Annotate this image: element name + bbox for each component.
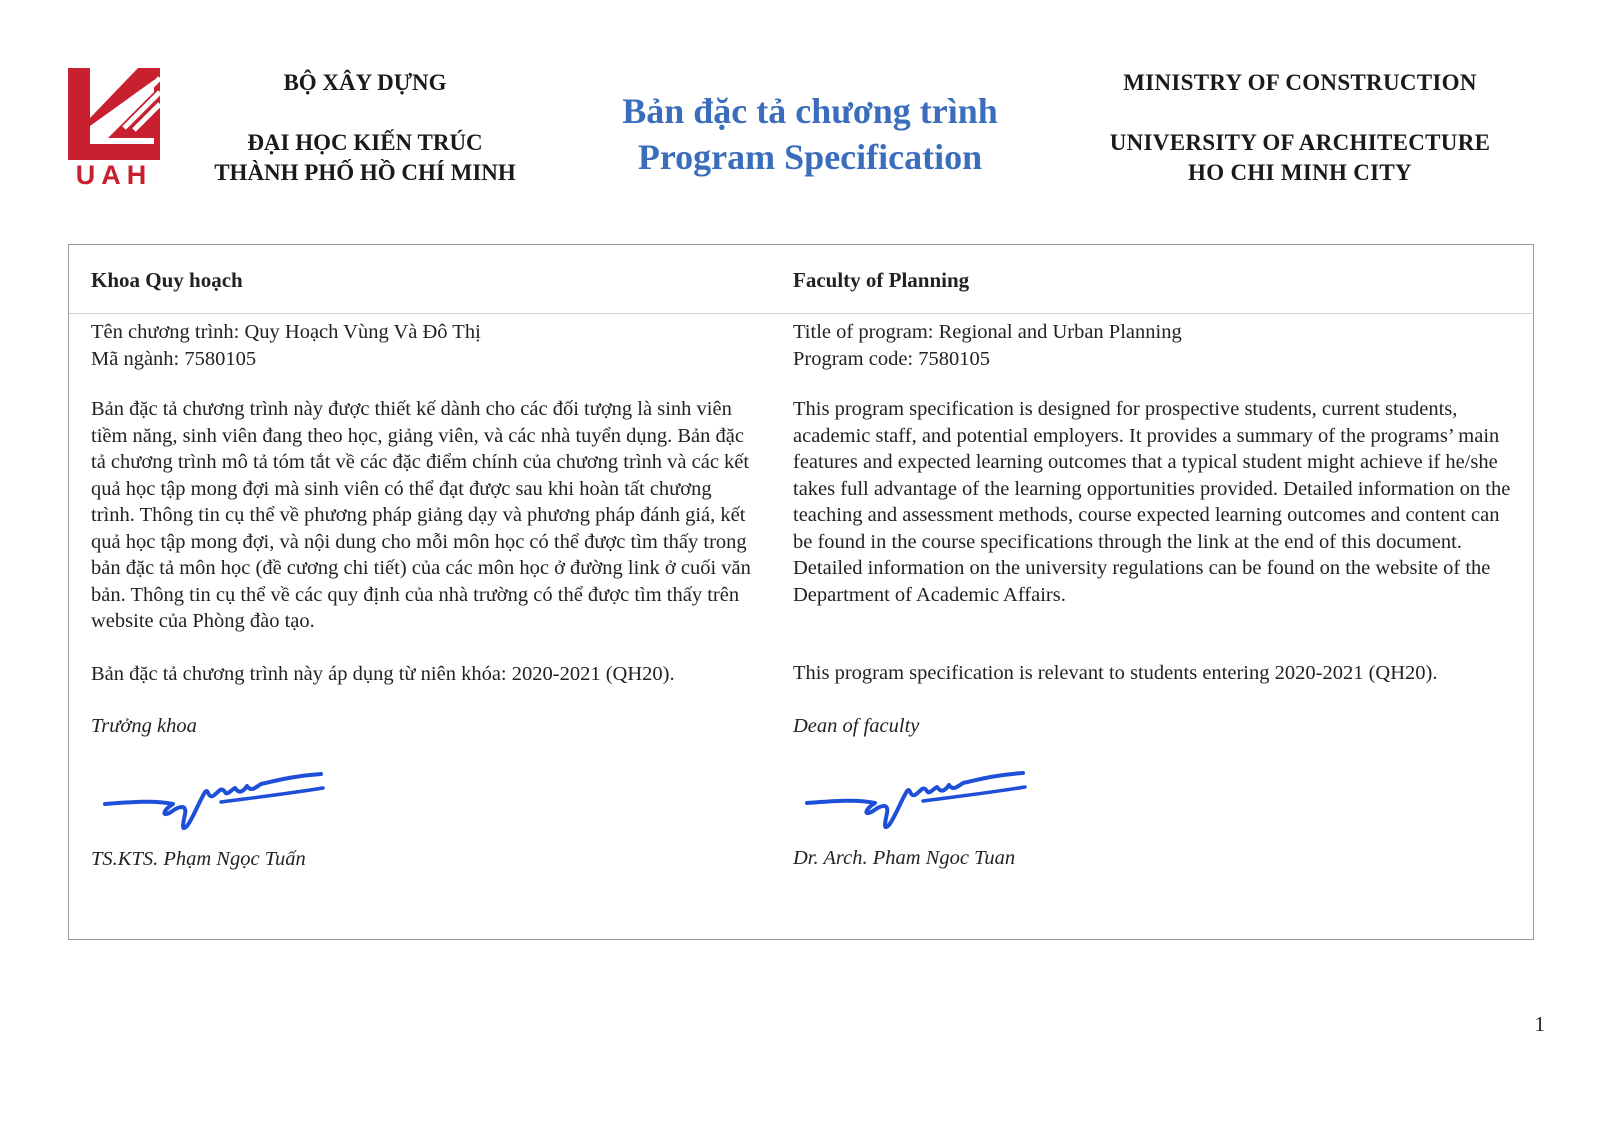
uah-logo-mark bbox=[68, 68, 160, 160]
page-number: 1 bbox=[1534, 1012, 1545, 1036]
signer-name-en: Dr. Arch. Pham Ngoc Tuan bbox=[793, 847, 1016, 869]
applicability-en: This program specification is relevant to students entering 2020-2021 (QH20). bbox=[793, 662, 1438, 684]
faculty-heading-en: Faculty of Planning bbox=[793, 268, 970, 292]
description-vn: Bản đặc tả chương trình này được thiết kế dành cho các đối tượng là sinh viên tiềm năng, sinh viên đang theo học, giảng viên, và các nhà tuyển dụng. Bản đặc tả chương trình mô tả tóm tắt về các đặc điểm chính của chương trình và các kết quả học tập mong đợi mà sinh viên có thể đạt được sau khi hoàn tất chương trình. Thông tin cụ thể về phương pháp giảng dạy và phương pháp đánh giá, kết quả học tập mong đợi, và nội dung cho mỗi môn học có thể được tìm thấy trong bản đặc tả môn học (đề cương chi tiết) của các môn học ở đường link ở cuối văn bản. Thông tin cụ thể về các quy định của nhà trường có thể được tìm thấy trên website của Phòng đào tạo. bbox=[91, 398, 751, 632]
title-en: Program Specification bbox=[637, 137, 983, 177]
signature-vn bbox=[101, 762, 331, 836]
content-frame bbox=[68, 244, 1534, 940]
university-vn-line1: ĐẠI HỌC KIẾN TRÚC bbox=[247, 130, 483, 155]
program-code-en: Program code: 7580105 bbox=[793, 347, 990, 370]
program-title-en: Title of program: Regional and Urban Planning bbox=[793, 321, 1182, 343]
title-vn: Bản đặc tả chương trình bbox=[622, 91, 998, 131]
column-vn bbox=[91, 267, 751, 872]
signature-en bbox=[803, 761, 1033, 835]
university-vn-line2: THÀNH PHỐ HỒ CHÍ MINH bbox=[214, 160, 516, 185]
applicability-vn: Bản đặc tả chương trình này áp dụng từ niên khóa: 2020-2021 (QH20). bbox=[91, 662, 675, 685]
faculty-heading-vn: Khoa Quy hoạch bbox=[91, 268, 243, 292]
header-en bbox=[1060, 68, 1540, 188]
signer-role-en: Dean of faculty bbox=[793, 714, 920, 737]
logo-text: UAH bbox=[75, 160, 153, 190]
document-title bbox=[600, 88, 1020, 180]
description-en: This program specification is designed for prospective students, current students, academic staff, and potential employers. It provides a summary of the programs’ main features and expected learning outcomes that a typical student might achieve if he/she takes full advantage of the learning opportunities provided. Detailed information on the teaching and assessment methods, course expected learning outcomes and content can be found in the course specifications through the link at the end of this document. Detailed information on the university regulations can be found on the website of the Department of Academic Affairs. bbox=[793, 398, 1511, 606]
ministry-vn: BỘ XÂY DỰNG bbox=[283, 70, 447, 95]
university-en-line1: UNIVERSITY OF ARCHITECTURE bbox=[1109, 130, 1491, 155]
header-vn bbox=[170, 68, 560, 188]
program-code-vn: Mã ngành: 7580105 bbox=[91, 347, 257, 370]
signer-name-vn: TS.KTS. Phạm Ngọc Tuấn bbox=[91, 847, 306, 870]
university-en-line2: HO CHI MINH CITY bbox=[1188, 160, 1412, 185]
signer-role-vn: Trưởng khoa bbox=[91, 715, 197, 737]
ministry-en: MINISTRY OF CONSTRUCTION bbox=[1123, 70, 1477, 95]
program-title-vn: Tên chương trình: Quy Hoạch Vùng Và Đô Thị bbox=[91, 321, 481, 343]
column-en bbox=[793, 267, 1515, 872]
